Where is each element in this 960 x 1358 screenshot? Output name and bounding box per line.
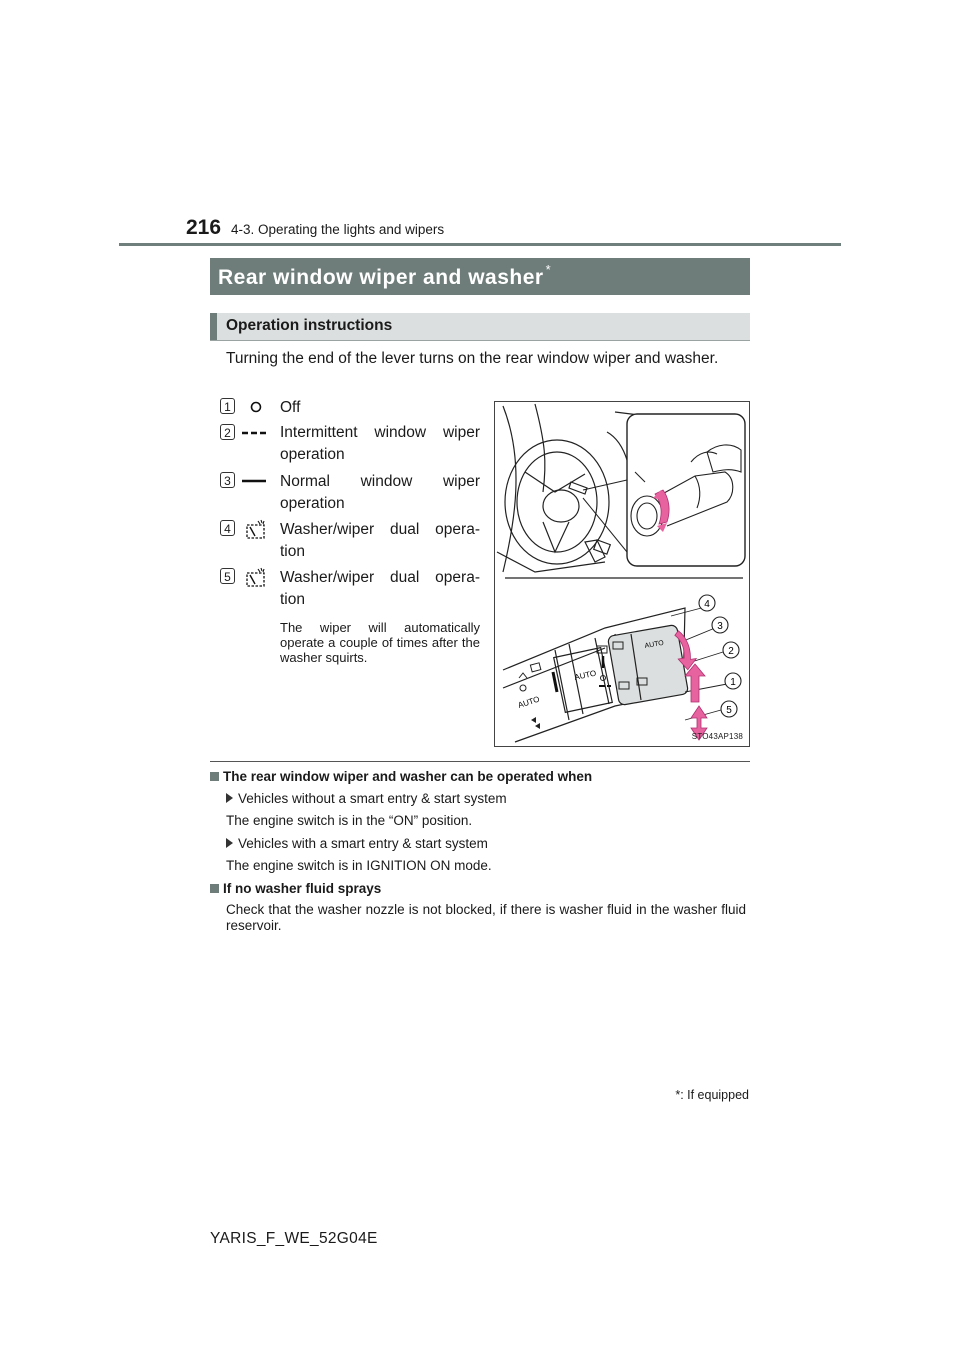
note-bullet-line: [226, 791, 507, 806]
normal-line-icon: [241, 474, 269, 488]
asterisk-mark: *: [675, 1088, 681, 1102]
lever-illustration: [494, 401, 750, 747]
page-title: [218, 264, 551, 290]
note-bullet-text: Vehicles with a smart entry & start system: [238, 836, 488, 851]
square-bullet-icon: [210, 772, 219, 781]
item-number-badge: 5: [220, 568, 235, 584]
page-number: 216: [186, 216, 222, 239]
note-body-text: The engine switch is in the “ON” position.: [226, 813, 473, 828]
callout-2: 2: [728, 646, 734, 657]
page-title-bar: [210, 258, 750, 295]
note-bullet-text: Vehicles without a smart entry & start system: [238, 791, 507, 806]
triangle-bullet-icon: [226, 838, 233, 848]
document-code: YARIS_F_WE_52G04E: [210, 1230, 378, 1247]
note-heading: [210, 881, 381, 896]
section-heading-text: Operation instructions: [226, 317, 393, 334]
page-title-text: Rear window wiper and washer: [218, 266, 544, 289]
note-body-text: The engine switch is in IGNITION ON mode.: [226, 858, 492, 873]
item-number-badge: 1: [220, 398, 235, 414]
triangle-bullet-icon: [226, 793, 233, 803]
asterisk-mark: *: [545, 262, 552, 277]
item-number-badge: 2: [220, 424, 235, 440]
item-label: Off: [280, 399, 301, 416]
note-body-text: Check that the washer nozzle is not blocked, if there is washer fluid in the washer fluid reservoir.: [226, 902, 746, 933]
header-rule: [119, 243, 841, 246]
note-bullet-line: [226, 836, 488, 851]
footnote: [675, 1088, 749, 1102]
lever-auto-label: AUTO: [573, 668, 598, 682]
item-label: Washer/wiper dual opera- tion: [280, 569, 480, 608]
off-circle-icon: [248, 399, 264, 415]
item-label: Washer/wiper dual opera- tion: [280, 521, 480, 560]
figure-code: STO43AP138: [691, 732, 743, 741]
note-heading: [210, 769, 592, 784]
washer-wiper-icon: [244, 567, 268, 589]
callout-1: 1: [730, 677, 736, 688]
callout-4: 4: [704, 599, 710, 610]
lever-illustration-drawing: [495, 402, 750, 747]
section-heading-bar: [210, 313, 217, 340]
item-label: Normal window wiper operation: [280, 473, 480, 512]
intermittent-dashes-icon: [241, 426, 269, 440]
lever-auto-label: AUTO: [644, 639, 665, 650]
callout-5: 5: [726, 705, 732, 716]
note-heading-text: If no washer fluid sprays: [223, 881, 382, 896]
item-note: The wiper will automatically operate a couple of times after the washer squirts.: [280, 620, 480, 665]
item-number-badge: 3: [220, 472, 235, 488]
washer-wiper-icon: [244, 519, 268, 541]
lever-auto-label: AUTO: [516, 694, 541, 710]
chapter-title: 4-3. Operating the lights and wipers: [231, 222, 445, 237]
intro-paragraph: Turning the end of the lever turns on the rear window wiper and washer.: [226, 350, 719, 367]
section-heading: [210, 313, 750, 341]
note-heading-text: The rear window wiper and washer can be operated when: [223, 769, 593, 784]
item-label: Intermittent window wiper operation: [280, 424, 480, 463]
square-bullet-icon: [210, 884, 219, 893]
item-number-badge: 4: [220, 520, 235, 536]
section-divider: [210, 761, 750, 762]
callout-3: 3: [717, 621, 723, 632]
footnote-text: : If equipped: [680, 1088, 749, 1102]
